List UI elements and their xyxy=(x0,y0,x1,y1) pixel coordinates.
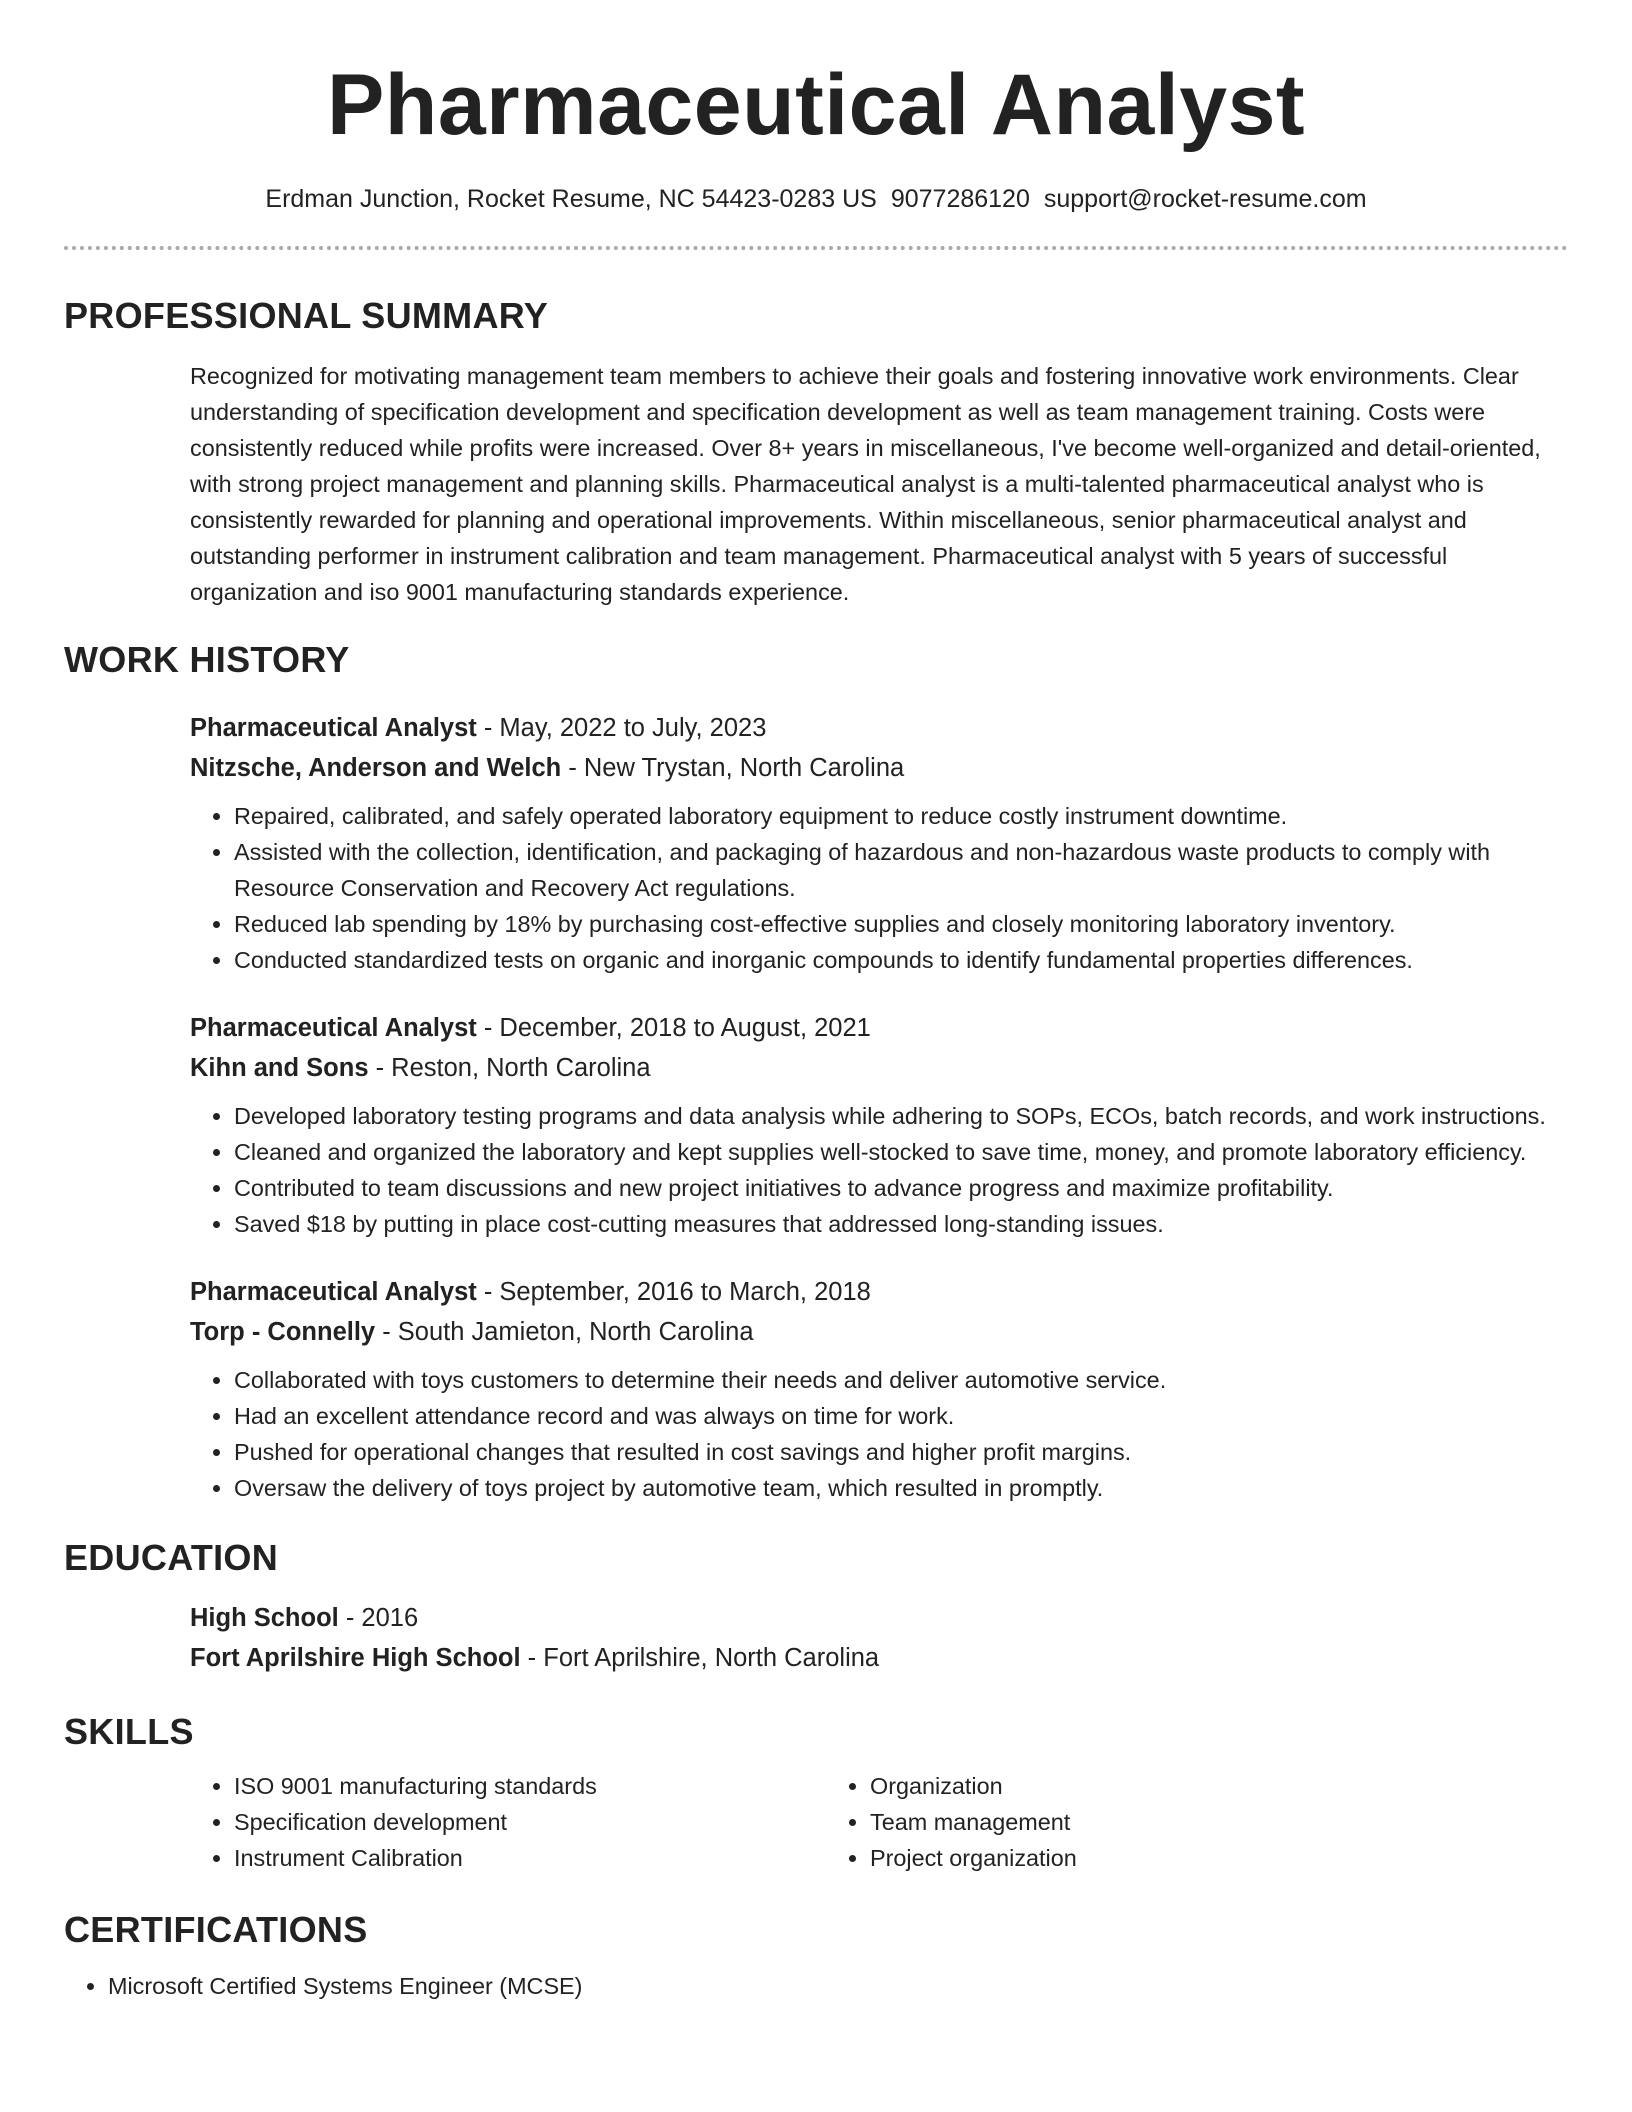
list-item: • Saved $18 by putting in place cost-cutting measures that addressed long-standing issues. xyxy=(234,1206,1568,1242)
list-item: • Repaired, calibrated, and safely operated laboratory equipment to reduce costly instrument downtime. xyxy=(234,798,1568,834)
education-school: Fort Aprilshire High School xyxy=(190,1644,521,1672)
education-year: - 2016 xyxy=(338,1604,419,1632)
job-location: - New Trystan, North Carolina xyxy=(561,754,905,782)
education-degree: High School xyxy=(190,1604,339,1632)
skill-item: • Team management xyxy=(870,1804,1462,1840)
job-role: Pharmaceutical Analyst xyxy=(190,1278,477,1306)
certifications-heading: CERTIFICATIONS xyxy=(64,1909,368,1950)
job-title-line xyxy=(190,708,1568,748)
skill-item: • Specification development xyxy=(234,1804,826,1840)
education-entry xyxy=(190,1598,1568,1678)
summary-text: Recognized for motivating management team members to achieve their goals and fostering innovative work environments. Clear understanding of specification development and specification development as well as team management training. Costs were consistently reduced while profits were increased. Over 8+ years in miscellaneous, I've become well-organized and detail-oriented, with strong project management and planning skills. Pharmaceutical analyst is a multi-talented pharmaceutical analyst who is consistently rewarded for planning and operational improvements. Within miscellaneous, senior pharmaceutical analyst and outstanding performer in instrument calibration and team management. Pharmaceutical analyst with 5 years of successful organization and iso 9001 manufacturing standards experience. xyxy=(190,363,1541,605)
education-school-line xyxy=(190,1638,1568,1678)
job-title-line xyxy=(190,1272,1568,1312)
job-bullets xyxy=(190,1362,1568,1506)
list-item: • Developed laboratory testing programs and data analysis while adhering to SOPs, ECOs, batch records, and work instructions. xyxy=(234,1098,1568,1134)
job-entry-3 xyxy=(190,1272,1568,1506)
job-company: Kihn and Sons xyxy=(190,1054,369,1082)
skill-item: • Organization xyxy=(870,1768,1462,1804)
job-dates: - December, 2018 to August, 2021 xyxy=(476,1014,871,1042)
skills-list-right xyxy=(826,1768,1462,1876)
job-company-line xyxy=(190,748,1568,788)
skills-list-left xyxy=(190,1768,826,1876)
list-item: • Contributed to team discussions and new project initiatives to advance progress and maximize profitability. xyxy=(234,1170,1568,1206)
list-item: • Oversaw the delivery of toys project by automotive team, which resulted in promptly. xyxy=(234,1470,1568,1506)
education-degree-line xyxy=(190,1598,1568,1638)
certifications-list xyxy=(64,1968,1568,2004)
list-item: • Collaborated with toys customers to determine their needs and deliver automotive service. xyxy=(234,1362,1568,1398)
list-item: • Pushed for operational changes that resulted in cost savings and higher profit margins. xyxy=(234,1434,1568,1470)
job-company: Nitzsche, Anderson and Welch xyxy=(190,754,562,782)
job-location: - South Jamieton, North Carolina xyxy=(375,1318,754,1346)
certification-item: • Microsoft Certified Systems Engineer (MCSE) xyxy=(108,1968,1568,2004)
job-location: - Reston, North Carolina xyxy=(368,1054,651,1082)
job-title-line xyxy=(190,1008,1568,1048)
job-dates: - September, 2016 to March, 2018 xyxy=(476,1278,871,1306)
list-item: • Had an excellent attendance record and was always on time for work. xyxy=(234,1398,1568,1434)
contact-phone: 9077286120 xyxy=(890,185,1030,213)
summary-heading: PROFESSIONAL SUMMARY xyxy=(64,295,549,336)
job-entry-1 xyxy=(190,708,1568,978)
job-role: Pharmaceutical Analyst xyxy=(190,1014,477,1042)
list-item: • Conducted standardized tests on organic and inorganic compounds to identify fundamental properties differences. xyxy=(234,942,1568,978)
education-heading: EDUCATION xyxy=(64,1537,279,1578)
job-role: Pharmaceutical Analyst xyxy=(190,714,477,742)
contact-line xyxy=(64,182,1568,216)
contact-email: support@rocket-resume.com xyxy=(1043,185,1367,213)
header-divider xyxy=(64,246,1568,250)
job-company-line xyxy=(190,1048,1568,1088)
skill-item: • Instrument Calibration xyxy=(234,1840,826,1876)
job-bullets xyxy=(190,1098,1568,1242)
skills-grid xyxy=(190,1768,1568,1876)
list-item: • Assisted with the collection, identification, and packaging of hazardous and non-hazardous waste products to comply with Resource Conservation and Recovery Act regulations. xyxy=(234,834,1568,906)
work-history-heading: WORK HISTORY xyxy=(64,639,350,680)
education-location: - Fort Aprilshire, North Carolina xyxy=(520,1644,880,1672)
job-entry-2 xyxy=(190,1008,1568,1242)
job-company: Torp - Connelly xyxy=(190,1318,376,1346)
job-dates: - May, 2022 to July, 2023 xyxy=(476,714,767,742)
skills-heading: SKILLS xyxy=(64,1711,194,1752)
list-item: • Reduced lab spending by 18% by purchasing cost-effective supplies and closely monitoring laboratory inventory. xyxy=(234,906,1568,942)
list-item: • Cleaned and organized the laboratory and kept supplies well-stocked to save time, money, and promote laboratory efficiency. xyxy=(234,1134,1568,1170)
contact-address: Erdman Junction, Rocket Resume, NC 54423-0283 US xyxy=(265,185,877,213)
job-bullets xyxy=(190,798,1568,978)
resume-name: Pharmaceutical Analyst xyxy=(326,57,1306,153)
skill-item: • ISO 9001 manufacturing standards xyxy=(234,1768,826,1804)
skill-item: • Project organization xyxy=(870,1840,1462,1876)
job-company-line xyxy=(190,1312,1568,1352)
